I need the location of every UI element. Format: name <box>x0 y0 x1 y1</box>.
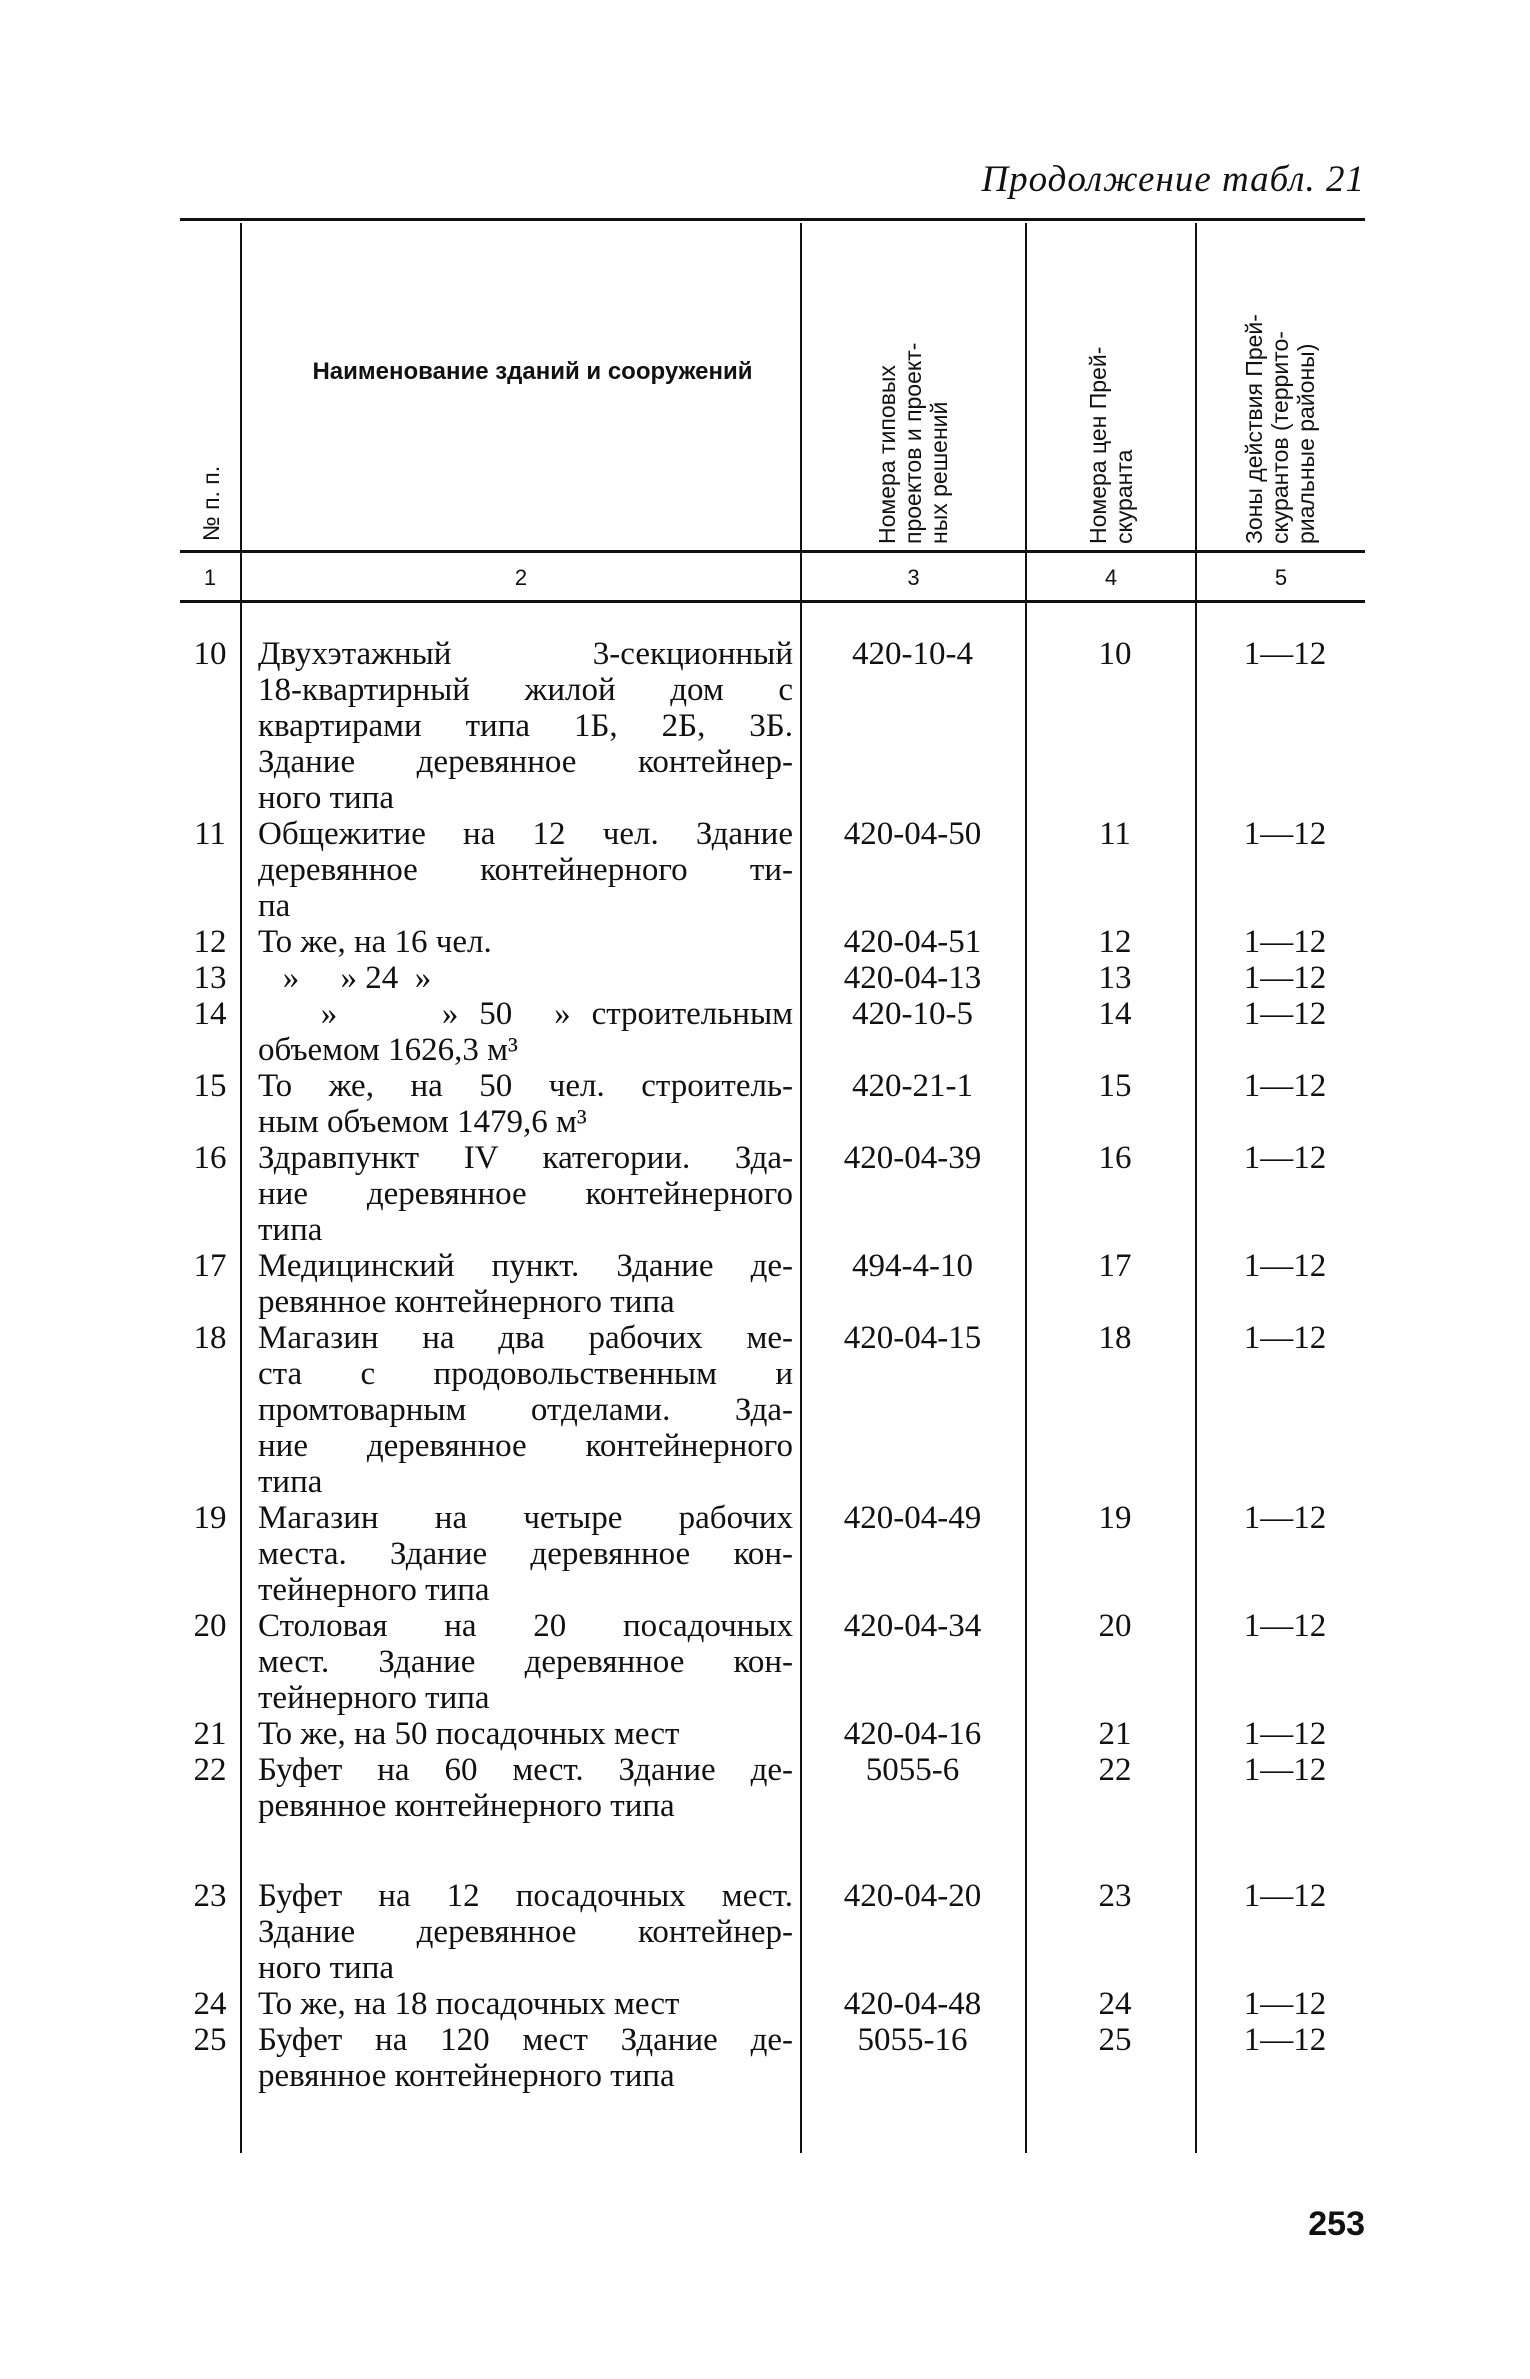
row-name-line: Буфет на 12 посадочных мест. <box>258 1878 793 1914</box>
row-project-number: 420-04-34 <box>843 1608 982 1644</box>
row-name <box>258 1140 793 1248</box>
row-name-line: деревянное контейнерного ти- <box>258 852 793 888</box>
column-numbers-rule <box>180 600 1365 603</box>
row-name <box>258 816 793 924</box>
row-name <box>258 1500 793 1608</box>
row-zone: 1—12 <box>1243 924 1327 960</box>
row-zone: 1—12 <box>1243 1320 1327 1356</box>
row-name <box>258 1068 793 1140</box>
row-number: 16 <box>193 1140 227 1176</box>
header-col-5-line: скурантов (террито- <box>1267 331 1293 544</box>
row-project-number: 420-04-51 <box>843 924 982 960</box>
row-name-line: Двухэтажный 3-секционный <box>258 636 793 672</box>
row-name-line: Буфет на 120 мест Здание де- <box>258 2022 793 2058</box>
header-col-1-text: № п. п. <box>198 465 224 541</box>
row-project-number: 420-04-13 <box>843 960 982 996</box>
row-zone: 1—12 <box>1243 1878 1327 1914</box>
row-project-number: 420-04-39 <box>843 1140 982 1176</box>
header-col-1 <box>180 226 240 546</box>
row-price-number: 14 <box>1098 996 1132 1032</box>
row-zone: 1—12 <box>1243 1608 1327 1644</box>
row-name-line: ного типа <box>258 780 395 816</box>
row-name-line: То же, на 18 посадочных мест <box>258 1986 680 2022</box>
row-number: 23 <box>193 1878 227 1914</box>
header-col-3-line: ных решений <box>925 401 952 544</box>
row-name-line: Здание деревянное контейнер- <box>258 1914 793 1950</box>
column-number: 1 <box>203 565 217 590</box>
row-project-number: 5055-16 <box>857 2022 968 2058</box>
row-price-number: 15 <box>1098 1068 1132 1104</box>
divider-1 <box>240 223 242 2153</box>
row-price-number: 17 <box>1098 1248 1132 1284</box>
row-name-line: Здравпункт IV категории. Зда- <box>258 1140 793 1176</box>
row-name-line: ным объемом 1479,6 м³ <box>258 1104 587 1140</box>
row-name-line: объемом 1626,3 м³ <box>258 1032 518 1068</box>
row-number: 15 <box>193 1068 227 1104</box>
row-name-line: Магазин на два рабочих ме- <box>258 1320 793 1356</box>
row-name-line: Здание деревянное контейнер- <box>258 744 793 780</box>
row-name-line: Столовая на 20 посадочных <box>258 1608 793 1644</box>
price-table <box>180 218 1365 2158</box>
row-name-line: То же, на 50 чел. строитель- <box>258 1068 793 1104</box>
column-number: 4 <box>1104 565 1118 590</box>
row-name-line: мест. Здание деревянное кон- <box>258 1644 793 1680</box>
row-name-line: ревянное контейнерного типа <box>258 1788 675 1824</box>
row-name <box>258 996 793 1068</box>
row-number: 10 <box>193 636 227 672</box>
row-price-number: 22 <box>1098 1752 1132 1788</box>
header-col-4-line: Номера цен Прей- <box>1085 346 1111 544</box>
row-price-number: 24 <box>1098 1986 1132 2022</box>
row-name <box>258 1878 793 1986</box>
row-price-number: 21 <box>1098 1716 1132 1752</box>
row-number: 11 <box>194 816 226 852</box>
column-number: 5 <box>1274 565 1288 590</box>
row-name-line: ного типа <box>258 1950 395 1986</box>
page-caption: Продолжение табл. 21 <box>981 159 1365 200</box>
row-project-number: 420-04-16 <box>843 1716 982 1752</box>
row-number: 20 <box>193 1608 227 1644</box>
row-name-line: ревянное контейнерного типа <box>258 1284 675 1320</box>
row-name-line: 18-квартирный жилой дом с <box>258 672 793 708</box>
row-name <box>258 636 793 816</box>
row-project-number: 420-04-50 <box>843 816 982 852</box>
row-number: 13 <box>193 960 227 996</box>
page-number: 253 <box>1308 2205 1365 2243</box>
table-top-rule <box>180 218 1365 221</box>
row-project-number: 420-04-49 <box>843 1500 982 1536</box>
header-col-5-line: Зоны действия Прей- <box>1241 314 1267 544</box>
row-price-number: 12 <box>1098 924 1132 960</box>
row-number: 12 <box>193 924 227 960</box>
header-col-5-line: риальные районы) <box>1293 343 1319 544</box>
row-name-line: тейнерного типа <box>258 1680 490 1716</box>
row-zone: 1—12 <box>1243 1716 1327 1752</box>
row-price-number: 19 <box>1098 1500 1132 1536</box>
row-zone: 1—12 <box>1243 1248 1327 1284</box>
row-project-number: 420-04-20 <box>843 1878 982 1914</box>
row-number: 19 <box>193 1500 227 1536</box>
header-col-2: Наименование зданий и сооружений <box>312 358 753 385</box>
row-price-number: 25 <box>1098 2022 1132 2058</box>
row-name-line: Магазин на четыре рабочих <box>258 1500 793 1536</box>
row-price-number: 16 <box>1098 1140 1132 1176</box>
header-col-5 <box>1197 226 1365 546</box>
column-number: 2 <box>514 565 528 590</box>
row-name-line: ревянное контейнерного типа <box>258 2058 675 2094</box>
row-name-line: Общежитие на 12 чел. Здание <box>258 816 793 852</box>
row-zone: 1—12 <box>1243 1500 1327 1536</box>
row-number: 18 <box>193 1320 227 1356</box>
row-name-line: То же, на 16 чел. <box>258 924 492 960</box>
row-project-number: 494-4-10 <box>852 1248 973 1284</box>
row-name-line: То же, на 50 посадочных мест <box>258 1716 680 1752</box>
row-zone: 1—12 <box>1243 1068 1327 1104</box>
row-project-number: 420-10-4 <box>852 636 973 672</box>
row-number: 22 <box>193 1752 227 1788</box>
row-name <box>258 1320 793 1500</box>
row-zone: 1—12 <box>1243 1140 1327 1176</box>
row-project-number: 5055-6 <box>865 1752 960 1788</box>
row-zone: 1—12 <box>1243 960 1327 996</box>
header-col-3-line: проектов и проект- <box>899 342 926 544</box>
row-zone: 1—12 <box>1243 2022 1327 2058</box>
header-col-4-line: скуранта <box>1111 449 1137 544</box>
row-name-line: па <box>258 888 291 924</box>
row-name <box>258 1986 793 2022</box>
row-price-number: 10 <box>1098 636 1132 672</box>
row-zone: 1—12 <box>1243 1752 1327 1788</box>
row-name-line: ста с продовольственным и <box>258 1356 793 1392</box>
row-number: 25 <box>193 2022 227 2058</box>
row-price-number: 18 <box>1098 1320 1132 1356</box>
row-number: 24 <box>193 1986 227 2022</box>
row-price-number: 11 <box>1099 816 1131 852</box>
row-name <box>258 1716 793 1752</box>
row-project-number: 420-04-48 <box>843 1986 982 2022</box>
row-name <box>258 1752 793 1824</box>
row-project-number: 420-10-5 <box>852 996 973 1032</box>
row-name-line: » » 50 » строительным <box>258 996 793 1032</box>
row-name <box>258 2022 793 2094</box>
row-price-number: 13 <box>1098 960 1132 996</box>
row-name-line: квартирами типа 1Б, 2Б, 3Б. <box>258 708 793 744</box>
row-number: 17 <box>193 1248 227 1284</box>
row-price-number: 23 <box>1098 1878 1132 1914</box>
row-name <box>258 1248 793 1320</box>
row-zone: 1—12 <box>1243 816 1327 852</box>
row-zone: 1—12 <box>1243 996 1327 1032</box>
row-price-number: 20 <box>1098 1608 1132 1644</box>
row-zone: 1—12 <box>1243 1986 1327 2022</box>
row-zone: 1—12 <box>1243 636 1327 672</box>
row-project-number: 420-21-1 <box>852 1068 973 1104</box>
header-col-4 <box>1027 226 1195 546</box>
column-number: 3 <box>907 565 920 590</box>
row-name <box>258 960 793 996</box>
row-name-line: тейнерного типа <box>258 1572 490 1608</box>
row-name-line: типа <box>258 1212 323 1248</box>
header-col-3-line: Номера типовых <box>873 365 900 544</box>
row-name-line: ние деревянное контейнерного <box>258 1428 793 1464</box>
row-name-line: места. Здание деревянное кон- <box>258 1536 793 1572</box>
row-name <box>258 924 793 960</box>
header-col-3 <box>802 226 1025 546</box>
row-name-line: » » 24 » <box>258 960 432 996</box>
row-project-number: 420-04-15 <box>843 1320 982 1356</box>
row-name-line: ние деревянное контейнерного <box>258 1176 793 1212</box>
row-number: 14 <box>193 996 227 1032</box>
row-name-line: промтоварным отделами. Зда- <box>258 1392 793 1428</box>
row-name <box>258 1608 793 1716</box>
row-name-line: типа <box>258 1464 323 1500</box>
header-bottom-rule <box>180 550 1365 553</box>
row-name-line: Буфет на 60 мест. Здание де- <box>258 1752 793 1788</box>
row-number: 21 <box>193 1716 227 1752</box>
row-name-line: Медицинский пункт. Здание де- <box>258 1248 793 1284</box>
